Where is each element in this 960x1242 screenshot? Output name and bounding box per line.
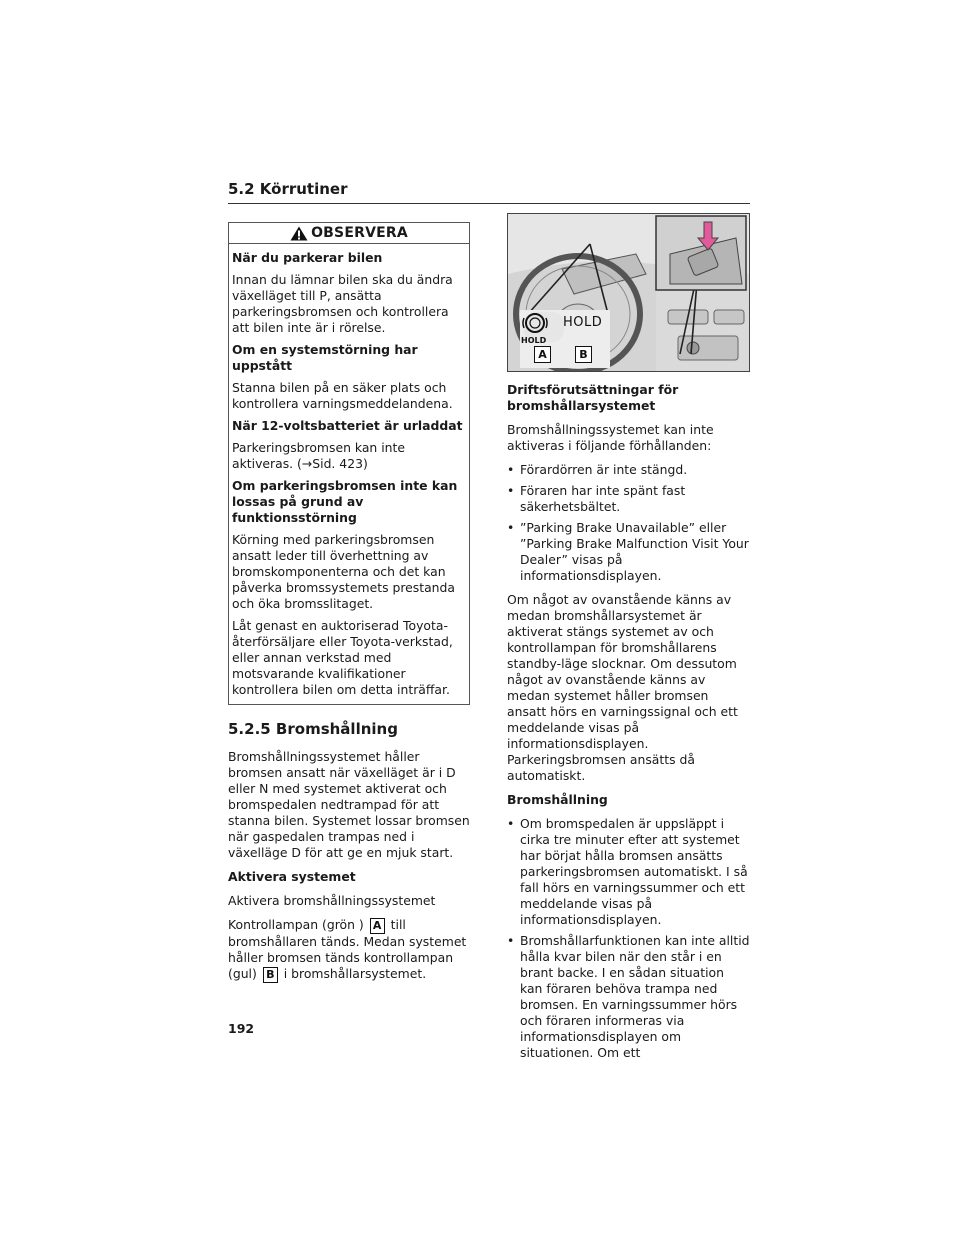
conditions-intro: Bromshållningssystemet kan inte aktiveras i följande förhållanden: (507, 422, 714, 453)
hold-label: HOLD (563, 315, 603, 330)
caution-body (229, 244, 469, 704)
label-b-box: B (263, 967, 278, 983)
caution-heading: När 12-voltsbatteriet är urladdat (232, 418, 463, 433)
list-item: • Föraren har inte spänt fast säkerhetsbältet. (507, 483, 750, 515)
left-column (228, 222, 470, 991)
conditions-list (507, 462, 750, 584)
lamp-text: Kontrollampan (grön ) (228, 917, 364, 932)
caution-box (228, 222, 470, 705)
caution-text: Innan du lämnar bilen ska du ändra växelläget till P, ansätta parkeringsbromsen och kontrollera att bilen inte är i rörelse. (232, 272, 453, 335)
brake-hold-illustration (507, 213, 750, 372)
list-item: • Förardörren är inte stängd. (507, 462, 750, 478)
label-a-box: A (370, 918, 385, 934)
caution-heading: Om parkeringsbromsen inte kan lossas på grund av funktionsstörning (232, 478, 458, 525)
section-header: 5.2 Körrutiner (228, 180, 750, 204)
list-item: • ”Parking Brake Unavailable” eller ”Parking Brake Malfunction Visit Your Dealer” visas på informationsdisplayen. (507, 520, 750, 584)
caution-text: Stanna bilen på en säker plats och kontrollera varningsmeddelandena. (232, 380, 453, 411)
activate-text: Aktivera bromshållningssystemet (228, 893, 436, 908)
caution-title-text: OBSERVERA (311, 225, 408, 241)
figure-label-b: B (575, 346, 592, 363)
page-number: 192 (228, 1021, 255, 1036)
lamp-text: i bromshållarsystemet. (283, 966, 427, 981)
conditions-heading: Driftsförutsättningar för bromshållarsystemet (507, 382, 679, 413)
caution-text: Parkeringsbromsen kan inte aktiveras. (→Sid. 423) (232, 440, 405, 471)
lamp-paragraph (228, 917, 470, 983)
warning-icon (290, 226, 308, 241)
caution-text: Körning med parkeringsbromsen ansatt leder till överhettning av bromskomponenterna och det kan påverka bromssystemets prestanda och öka bromsslitaget. (232, 532, 455, 611)
conditions-after: Om något av ovanstående känns av medan bromshållarsystemet är aktiverat stängs systemet av och kontrollampan för bromshållarens standby-läge slocknar. Om dessutom något av ovanstående känns av medan systemet håller bromsen ansatt hörs en varningssignal och ett meddelande visas på informationsdisplayen. Parkeringsbromsen ansätts då automatiskt. (507, 592, 738, 783)
right-column (507, 213, 750, 1069)
caution-heading: Om en systemstörning har uppstått (232, 342, 418, 373)
list-item: • Om bromspedalen är uppsläppt i cirka tre minuter efter att systemet har börjat hålla bromsen ansätts parkeringsbromsen automatiskt. I så fall hörs en varningssummer och ett meddelande visas på informationsdisplayen. (507, 816, 750, 928)
section-intro: Bromshållningssystemet håller bromsen ansatt när växelläget är i D eller N med systemet aktiverat och bromspedalen nedtrampad för att stanna bilen. Systemet lossar bromsen när gaspedalen trampas ned i växelläge D för att ge en mjuk start. (228, 749, 470, 860)
hold-heading: Bromshållning (507, 792, 608, 807)
list-item: • Bromshållarfunktionen kan inte alltid hålla kvar bilen när den står i en brant backe. I en sådan situation kan föraren behöva trampa ned bromsen. En varningssummer hörs och föraren informeras via informationsdisplayen om situationen. Om ett (507, 933, 750, 1061)
subsection-title: 5.2.5 Bromshållning (228, 720, 398, 738)
caution-heading: När du parkerar bilen (232, 250, 383, 265)
hold-small-label: HOLD (521, 336, 547, 345)
caution-text: Låt genast en auktoriserad Toyota-återförsäljare eller Toyota-verkstad, eller annan verkstad med motsvarande kvalifikationer kontrollera bilen om detta inträffar. (232, 618, 453, 697)
hold-list (507, 816, 750, 1061)
caution-title (229, 223, 469, 244)
figure-label-a: A (534, 346, 551, 363)
lamp-text: till bromshållaren tänds. Medan systemet håller bromsen tänds kontrollampan (gul) (228, 917, 467, 981)
activate-heading: Aktivera systemet (228, 869, 356, 884)
